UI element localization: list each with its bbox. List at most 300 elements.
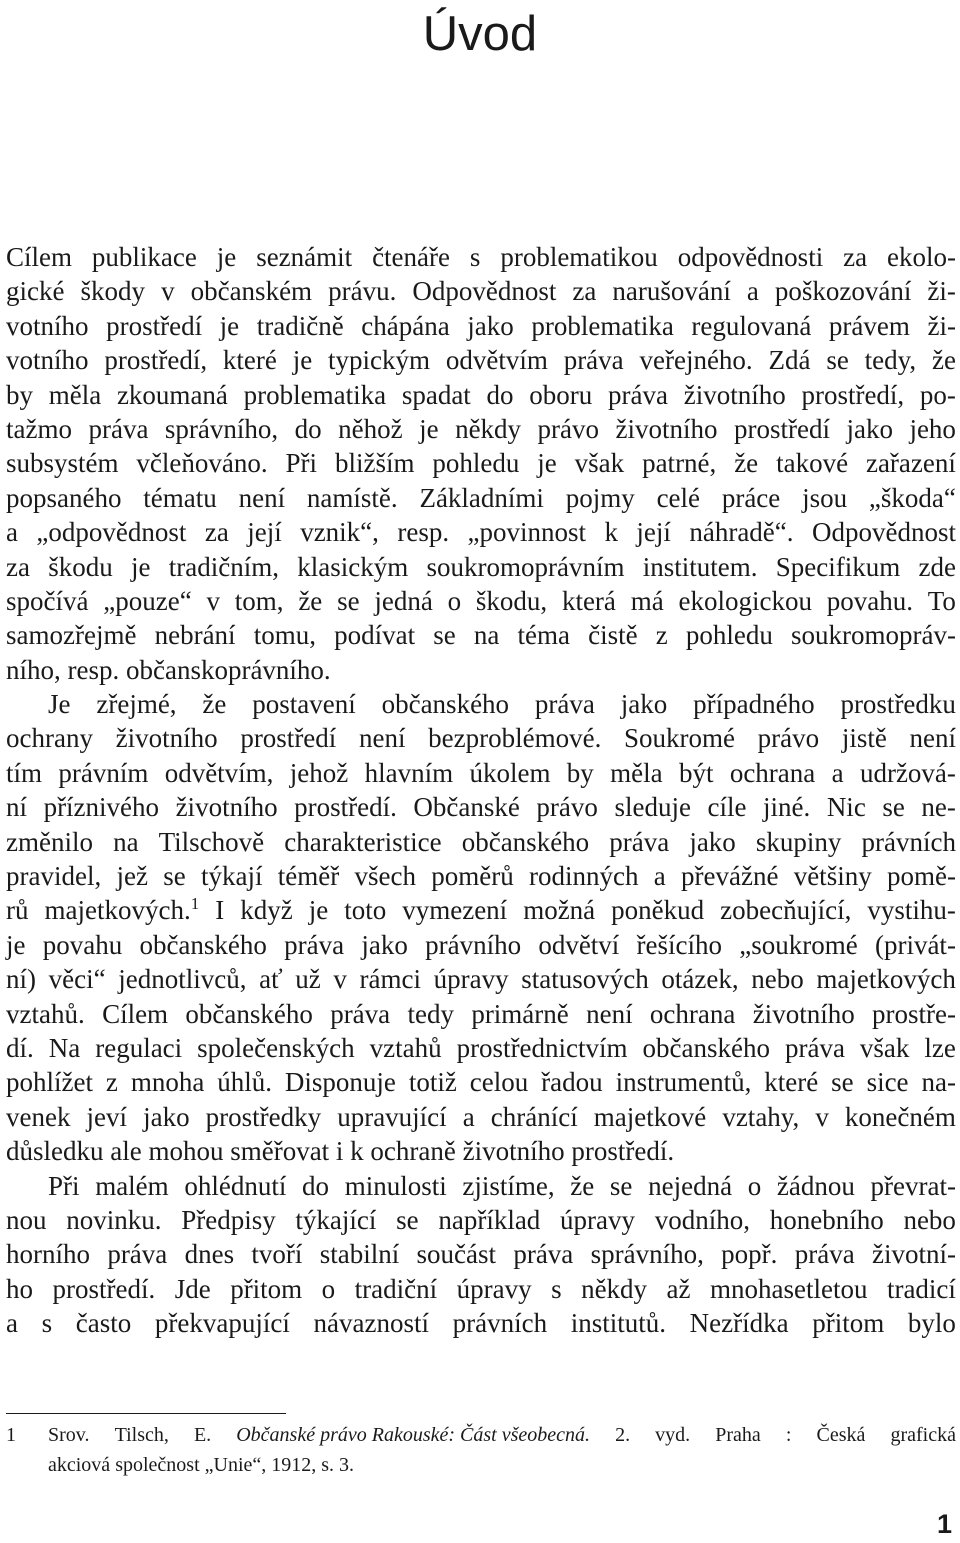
word: hlavním [364,757,454,788]
footnote-word: 2. [615,1424,631,1446]
text-line [6,1272,956,1306]
word: k [604,517,618,548]
word: rů [6,895,29,926]
word: prostře- [872,998,956,1029]
word: něhož [338,413,403,444]
word: gické [6,276,65,307]
word: vztahů [369,1032,442,1063]
footnote [6,1420,956,1480]
word: právo [757,723,820,754]
word: prostředku [840,689,956,720]
word: Je [48,689,71,720]
word: problematika [243,379,387,410]
word: úhlů. [217,1067,272,1098]
word: vymezení [402,895,508,926]
word: ekologickou [678,585,812,616]
word: řadou [541,1067,603,1098]
word: I [215,895,225,926]
word: úpravy [433,964,509,995]
word: jistě [841,723,887,754]
word: právních [861,826,956,857]
text-line [6,584,956,618]
word: Cílem [6,242,72,272]
word: však [574,448,625,479]
word: která [561,585,616,616]
word: publikace [91,242,197,272]
text-line [6,446,956,480]
word: votního [6,345,89,376]
word: úpravy [560,1204,636,1235]
word: její [247,517,282,548]
word: o [747,1170,762,1201]
word: je [219,310,240,341]
word: někdy [455,413,522,444]
word: udržová- [859,757,956,788]
word: prostředí. [52,1273,156,1304]
word: návazností [313,1308,429,1339]
word: regulovaná [691,310,812,341]
word: za [572,276,597,307]
word: problematika [531,310,674,341]
word: práva [609,826,670,857]
word: je [292,345,313,376]
word: jako [467,310,514,341]
word: Základními [419,482,544,513]
word: například [438,1204,541,1235]
word: samozřejmě [6,620,137,651]
word: zjistíme, [462,1170,555,1201]
word: práva [608,379,668,410]
word: toto [344,895,387,926]
word: povahu. [826,585,913,616]
word: jednotlivců, [118,964,247,995]
word: jako [143,1101,190,1132]
word: Předpisy [181,1204,276,1235]
word: má [630,585,664,616]
word: (privát- [874,929,956,960]
word: prostředí. [294,792,397,823]
word: které [222,345,277,376]
word: vystihu- [867,895,956,926]
word: rodinných [529,861,639,892]
word: prostředí, [801,379,905,410]
word: z [105,1067,118,1098]
word: s [469,242,481,272]
word: ži- [927,276,956,307]
word: „pouze“ [103,585,192,616]
word: ní) [6,964,36,995]
word: ní [6,792,28,823]
word: pohledu [432,448,520,479]
word: řešícího [636,929,723,960]
word: zde [918,551,956,582]
text-line [6,343,956,377]
word: jako [620,689,668,720]
word: zobecňující, [720,895,852,926]
word: jeho [909,413,956,444]
footnote-word: : [785,1424,792,1446]
word: a [653,861,666,892]
word: se [433,620,456,651]
word: Jde [174,1273,211,1304]
word: životního [115,723,218,754]
word: úpravy [456,1273,532,1304]
text-line [6,515,956,549]
word: životního [175,792,278,823]
word: většiny [793,861,872,892]
word: popsaného [6,482,122,513]
word: votního [6,310,89,341]
word: prostřednictvím [456,1032,628,1063]
word: občanského [642,1032,770,1063]
word: bližším [334,448,415,479]
word: měla [48,379,102,410]
word: Nezřídka [689,1308,789,1339]
word: tradiční [354,1273,438,1304]
word: a [6,1308,18,1339]
word: na [113,826,139,857]
word: možná [523,895,596,926]
text-line [6,756,956,790]
word: Odpovědnost [811,517,956,548]
word: popř. [721,1239,778,1270]
word: narušování [612,276,731,307]
text-line [6,1237,956,1271]
word: je [6,929,26,960]
word: „povinnost [467,517,587,548]
word: pomě- [886,861,956,892]
word: Při [285,448,318,479]
text-line [6,825,956,859]
word: čistě [588,620,638,651]
text-line [6,1031,956,1065]
word: vznik“, [300,517,379,548]
word: nebo [751,964,804,995]
word: institutů. [570,1308,666,1339]
footnote-number: 1 [6,1424,16,1446]
page-number: 1 [936,1509,952,1539]
word: se [826,345,849,376]
footnote-word: E. [193,1424,212,1446]
word: se [609,1170,633,1201]
word: prostředí [240,723,337,754]
word: v [161,276,175,307]
word: s [551,1273,562,1304]
word: náhradě“. [689,517,794,548]
word: někdy [581,1273,648,1304]
word: není [586,998,633,1029]
text-line [6,997,956,1031]
word: přitom [812,1308,885,1339]
word: prostředí [106,310,203,341]
word: za [843,242,868,272]
word: případného [693,689,815,720]
footnote-word: Česká [816,1424,866,1446]
word: jako [846,413,893,444]
word: o [447,585,462,616]
word: takové [776,448,849,479]
word: To [927,585,956,616]
word: sice [866,1067,909,1098]
word: se [396,1204,419,1235]
word: klasickým [297,551,409,582]
word: seznámit [256,242,353,272]
word: tvoří [251,1239,303,1270]
word: převážné [681,861,779,892]
word: horního [6,1239,90,1270]
word: pohlížet [6,1067,93,1098]
text-line [6,1065,956,1099]
word: Na [48,1032,81,1063]
word: zařazení [865,448,956,479]
word: spadat [401,379,471,410]
word: soukromopráv- [791,620,956,651]
word: subsystém [6,448,119,479]
word: právem [828,310,910,341]
word: prostředí, [104,345,208,376]
word: upravující [337,1101,447,1132]
text-line: důsledku ale mohou směřovat i k ochraně životního prostředí. [6,1136,675,1167]
word: „soukromé [739,929,858,960]
word: tedy [407,998,454,1029]
word: práce [721,482,781,513]
word: zřejmé, [96,689,177,720]
text-line: ního, resp. občanskoprávního. [6,654,331,685]
footnote-word: grafická [890,1424,956,1446]
word: nebo [903,1204,956,1235]
word: přitom [230,1273,303,1304]
word: se [831,1067,854,1098]
word: úkolem [469,757,551,788]
word: instrumentů, [615,1067,752,1098]
word: jako [361,929,408,960]
word: regulaci [95,1032,183,1063]
word: oboru [529,379,593,410]
word: za [6,551,30,582]
word: stabilní [319,1239,400,1270]
word: že [202,689,227,720]
word: škody [80,276,146,307]
text-line [6,962,956,996]
word: práva [330,998,391,1029]
word: že [931,345,956,376]
word: není [358,723,406,754]
word: být [678,757,714,788]
word: Občanské [413,792,520,823]
word: v [206,585,220,616]
text-line [6,790,956,824]
word: jež [116,861,148,892]
word: s [41,1308,53,1339]
word: životního [752,998,855,1029]
word: ekolo- [886,242,956,272]
word: patrné, [642,448,717,479]
word: Cílem [102,998,169,1029]
word: společenských [197,1032,355,1063]
word: celé [656,482,701,513]
text-line [6,1203,956,1237]
word: prostředky [205,1101,322,1132]
word: práva [784,1032,845,1063]
word: ho [6,1273,33,1304]
word: součást [416,1239,497,1270]
word: je [131,551,151,582]
text-line [6,687,956,721]
footnote-book-title: Občanské právo Rakouské: Část všeobecná. [236,1424,591,1446]
word: bezproblémové. [428,723,602,754]
word: žádnou [776,1170,855,1201]
footnote-word: Srov. [48,1424,90,1446]
word: honebního [769,1204,884,1235]
word: vztahy, [722,1101,800,1132]
word: chránící [490,1101,578,1132]
word: práva [563,345,624,376]
word: pojmy [565,482,635,513]
word: Při [48,1170,80,1201]
word: práva [794,1239,855,1270]
word: práva [534,689,595,720]
word: institutem. [642,551,758,582]
word: právo [536,792,598,823]
word: ži- [927,310,956,341]
main-text [6,240,956,1341]
word: práva [513,1239,574,1270]
word: namístě. [306,482,398,513]
word: věci“ [48,964,106,995]
word: odpovědnosti [677,242,824,272]
footnote-reference: 1 [190,894,200,914]
word: Specifikum [775,551,901,582]
word: odvětví [538,929,620,960]
text-line [6,378,956,412]
word: Soukromé [624,723,735,754]
word: za [204,517,229,548]
word: a [746,276,759,307]
word: typickým [328,345,431,376]
word: jedná [374,585,433,616]
word: správního, [590,1239,704,1270]
footnote-word: Praha [715,1424,761,1446]
word: překvapující [154,1308,290,1339]
word: tedy, [864,345,917,376]
word: „odpovědnost [36,517,187,548]
word: na [473,620,500,651]
word: se [882,792,905,823]
text-line [6,1169,956,1203]
page-title: Úvod [422,7,538,61]
word: občanského [139,929,267,960]
word: podívat [334,620,416,651]
word: dí. [6,1032,34,1063]
word: v [815,1101,829,1132]
footnote-divider [6,1413,286,1414]
word: skupiny [755,826,842,857]
word: životního [615,413,718,444]
word: ochrana [649,998,736,1029]
word: a [831,757,844,788]
word: že [734,448,759,479]
word: dnes [184,1239,235,1270]
word: včleňováno. [136,448,268,479]
word: do [294,413,322,444]
word: mnohasetletou [710,1273,868,1304]
word: majetkové [593,1101,707,1132]
word: poněkud [611,895,705,926]
word: není [238,482,286,513]
word: práva [88,413,149,444]
text-line [6,1306,956,1340]
word: životního [683,379,786,410]
word: spočívá [6,585,89,616]
word: Zdá [768,345,811,376]
word: do [302,1170,330,1201]
word: tradičně [256,310,344,341]
word: odvětvím [445,345,548,376]
text-line [6,618,956,652]
word: ohlédnutí [184,1170,287,1201]
word: nebrání [154,620,236,651]
text-line [6,928,956,962]
footnote-line: akciová společnost „Unie“, 1912, s. 3. [48,1454,355,1476]
word: novinku. [66,1204,162,1235]
word: že [570,1170,595,1201]
word: Nic [826,792,866,823]
word: právo [537,413,600,444]
word: převrat- [870,1170,956,1201]
word: nou [6,1204,47,1235]
word: tradičním, [168,551,279,582]
word: její [636,517,671,548]
text-line [6,859,956,893]
word: chápána [361,310,450,341]
word: statusových [521,964,649,995]
word: občanském [190,276,313,307]
word: celou [469,1067,529,1098]
word: z [655,620,668,651]
word: malém [95,1170,169,1201]
word: je [308,895,329,926]
word: o [321,1273,336,1304]
word: minulosti [344,1170,447,1201]
word: veřejného. [639,345,753,376]
word: je [419,413,439,444]
word: které [764,1067,819,1098]
word: už [295,964,321,995]
word: v [333,964,347,995]
word: jeví [86,1101,128,1132]
word: otázek, [661,964,739,995]
word: ne- [921,792,956,823]
word: ochrana [729,757,816,788]
word: není [909,723,956,754]
word: prostředí [733,413,830,444]
word: tématu [143,482,217,513]
word: že [298,585,323,616]
word: čtenáře [372,242,450,272]
word: na- [921,1067,956,1098]
text-line [6,550,956,584]
word: Disponuje [284,1067,396,1098]
word: je [537,448,557,479]
word: majetkových [816,964,956,995]
word: příznivého [43,792,160,823]
text-line [6,1100,956,1134]
text-line [6,412,956,446]
word: práva [284,929,345,960]
word: zkoumaná [116,379,228,410]
word: odvětvím, [164,757,274,788]
word: lze [924,1032,956,1063]
